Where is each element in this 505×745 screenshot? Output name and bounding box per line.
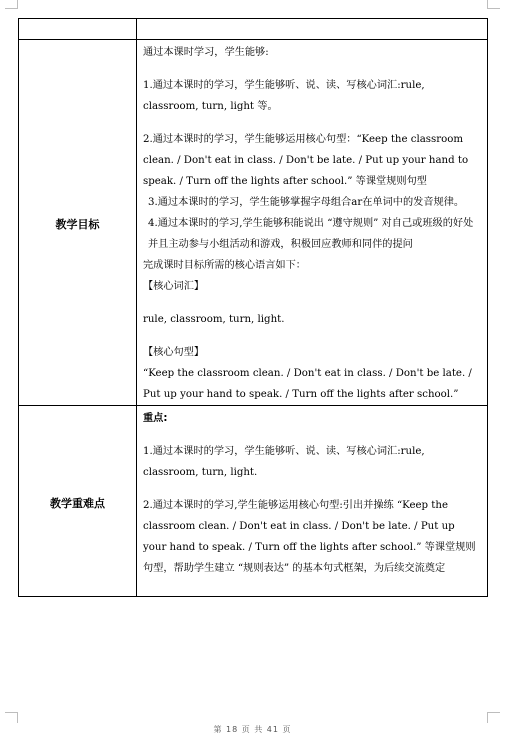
key-content-cell [137, 406, 488, 597]
header-cell-right [137, 19, 488, 40]
vocab-text: rule, classroom, turn, light. [143, 314, 285, 325]
goals-label: 教学目标 [55, 218, 100, 231]
crop-mark-top-left [5, 0, 18, 9]
core-language-intro: 完成课时目标所需的核心语言如下： [143, 260, 306, 271]
table-header-row [19, 19, 488, 40]
key-point-2: 2.通过本课时的学习,学生能够运用核心句型:引出并操练 “Keep the classroom clean. / Don't eat in class. / Don't be late. / Put up your hand to speak. / Turn off the lights after school.” 等课堂规则句型，帮助学生建立 “规则表达” 的基本句式框架，为后续交流奠定 [143, 500, 476, 574]
vocab-heading: 【核心词汇】 [143, 281, 205, 292]
lesson-plan-table [18, 18, 488, 597]
goals-content-cell [137, 40, 488, 406]
sentence-heading: 【核心句型】 [143, 347, 205, 358]
key-point-1: 1.通过本课时的学习，学生能够听、说、读、写核心词汇:rule, classroom, turn, light. [143, 446, 425, 478]
goal-item-4: 4.通过本课时的学习,学生能够积能说出 “遵守规则” 对自己或班级的好处并且主动参与小组活动和游戏，积极回应教师和同伴的提问 [148, 218, 474, 250]
goal-item-1: 1.通过本课时的学习，学生能够听、说、读、写核心词汇:rule, classroom, turn, light 等。 [143, 80, 425, 112]
page-footer: 第 18 页 共 41 页 [213, 725, 292, 734]
crop-mark-bottom-right [487, 712, 500, 723]
goal-item-2: 2.通过本课时的学习，学生能够运用核心句型：“Keep the classroom clean. / Don't eat in class. / Don't be late. / Put up your hand to speak. / Turn off the lights after school.” 等课堂规则句型 [143, 134, 469, 187]
key-label-cell [19, 406, 137, 597]
crop-mark-bottom-left [5, 712, 18, 723]
sentence-text: “Keep the classroom clean. / Don't eat in class. / Don't be late. / Put up your hand to speak. / Turn off the lights after school.” [143, 368, 472, 400]
goals-intro: 通过本课时学习，学生能够: [143, 47, 269, 58]
header-cell-left [19, 19, 137, 40]
goals-row [19, 40, 488, 406]
key-points-row [19, 406, 488, 597]
goals-label-cell [19, 40, 137, 406]
key-heading: 重点: [143, 413, 168, 424]
goal-item-3: 3.通过本课时的学习，学生能够掌握字母组合ar在单词中的发音规律。 [148, 197, 465, 208]
crop-mark-top-right [487, 0, 500, 9]
key-label: 教学重难点 [50, 496, 105, 510]
